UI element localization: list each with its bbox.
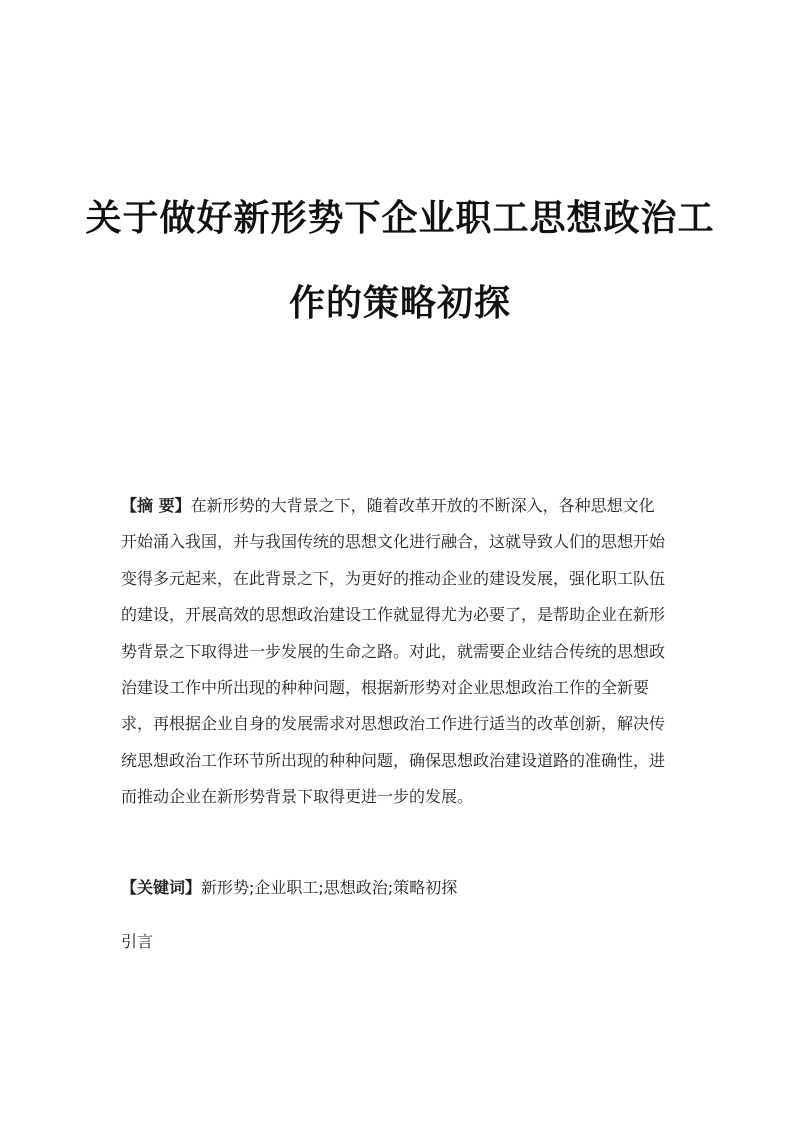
abstract-line: 求，再根据企业自身的发展需求对思想政治工作进行适当的改革创新，解决传 [121,714,666,734]
abstract-line: 而推动企业在新形势背景下取得更进一步的发展。 [121,787,474,807]
document-title-line-1: 关于做好新形势下企业职工思想政治工 [85,197,715,239]
abstract-section [121,488,681,816]
abstract-line: 治建设工作中所出现的种种问题，根据新形势对企业思想政治工作的全新要 [121,677,650,697]
abstract-line: 统思想政治工作环节所出现的种种问题，确保思想政治建设道路的准确性，进 [121,750,666,770]
abstract-text: 在新形势的大背景之下，随着改革开放的不断深入，各种思想文化 [190,496,655,515]
abstract-line: 势背景之下取得进一步发展的生命之路。对此，就需要企业结合传统的思想政 [121,641,666,661]
intro-heading: 引言 [121,932,154,951]
keywords-section [121,874,681,902]
abstract-line: 变得多元起来，在此背景之下，为更好的推动企业的建设发展，强化职工队伍 [121,568,666,588]
abstract-label: 【摘 要】 [121,496,191,515]
abstract-line: 开始涌入我国，并与我国传统的思想文化进行融合，这就导致人们的思想开始 [121,532,666,552]
abstract-line [121,488,681,524]
abstract-line: 的建设，开展高效的思想政治建设工作就显得尤为必要了，是帮助企业在新形 [121,605,666,625]
document-title-line-2: 作的策略初探 [288,282,511,324]
keywords-label: 【关键词】 [121,878,202,897]
keywords-text: 新形势;企业职工;思想政治;策略初探 [201,878,458,897]
